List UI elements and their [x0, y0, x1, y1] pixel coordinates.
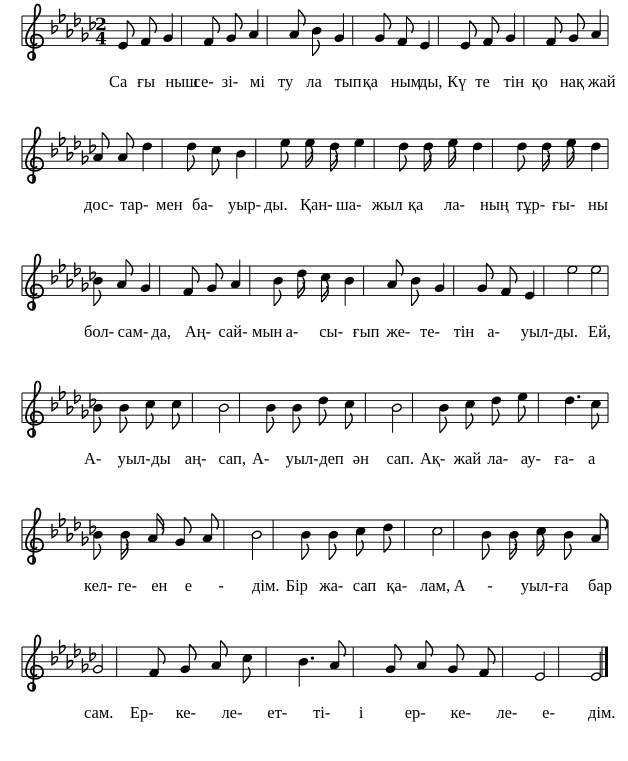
lyric-syllable: ды. [264, 195, 288, 214]
lyric-syllable: Ақ- [420, 449, 446, 468]
lyric-syllable: сы- [319, 322, 344, 341]
lyric-syllable: лам, [420, 576, 451, 595]
lyric-line [0, 72, 628, 94]
lyric-syllable: Са [109, 72, 128, 91]
lyric-syllable: ла [306, 72, 322, 91]
lyric-syllable: же- [386, 322, 411, 341]
lyric-syllable: - [218, 576, 224, 595]
lyric-syllable: жай [453, 449, 482, 468]
lyric-syllable: қа [408, 195, 424, 214]
lyric-syllable: ле- [496, 703, 518, 722]
lyric-syllable: уыл- [520, 576, 554, 595]
lyric-syllable: ды [151, 449, 171, 468]
lyric-syllable: бол- [84, 322, 115, 341]
lyric-syllable: Қан- [300, 195, 333, 214]
lyric-syllable: ға- [554, 449, 574, 468]
lyric-syllable: ны [588, 195, 608, 214]
lyric-syllable: тұр- [516, 195, 546, 214]
lyric-syllable: дім. [252, 576, 280, 595]
lyric-syllable: ла- [444, 195, 466, 214]
lyric-syllable: мі [249, 72, 265, 91]
lyric-syllable: жыл [372, 195, 403, 214]
lyric-syllable: ту [278, 72, 294, 91]
lyric-syllable: те [475, 72, 490, 91]
lyric-syllable: ке- [450, 703, 471, 722]
lyric-syllable: ғы [137, 72, 156, 91]
lyric-syllable: а- [487, 322, 501, 341]
time-signature-denominator: 4 [95, 29, 107, 50]
lyric-syllable: ла- [487, 449, 509, 468]
lyric-syllable: да, [151, 322, 172, 341]
lyric-syllable: бар [588, 576, 612, 595]
lyric-line [0, 322, 628, 344]
lyric-line [0, 195, 628, 217]
lyric-syllable: жай [588, 72, 616, 91]
lyric-syllable: сай- [218, 322, 248, 341]
lyric-syllable: ер- [404, 703, 426, 722]
time-signature-numerator: 2 [95, 14, 107, 35]
lyric-syllable: а [588, 449, 596, 468]
lyric-syllable: е [184, 576, 193, 595]
lyric-syllable: ным [390, 72, 422, 91]
lyric-syllable: ғып [352, 322, 380, 341]
lyric-syllable: ның [480, 195, 509, 214]
lyric-syllable: - [487, 576, 493, 595]
lyric-syllable: қа- [386, 576, 408, 595]
lyric-syllable: Ер- [129, 703, 154, 722]
lyric-line [0, 576, 628, 598]
lyric-syllable: ныш [165, 72, 198, 91]
lyric-syllable: ды, [418, 72, 443, 91]
lyric-syllable: е- [542, 703, 555, 722]
lyric-syllable: Бір [285, 576, 308, 595]
lyric-syllable: ті- [313, 703, 331, 722]
lyric-syllable: қо [531, 72, 548, 91]
lyric-syllable: дос- [84, 195, 114, 214]
lyric-syllable: а- [285, 322, 299, 341]
lyric-syllable: ау- [520, 449, 542, 468]
lyric-syllable: се- [193, 72, 214, 91]
lyric-syllable: А- [252, 449, 270, 468]
lyric-line [0, 449, 628, 471]
lyric-syllable: аң- [184, 449, 207, 468]
lyric-syllable: уыл- [520, 322, 554, 341]
lyric-syllable: сам- [117, 322, 149, 341]
lyric-syllable: мен [156, 195, 183, 214]
lyric-syllable: сам. [84, 703, 114, 722]
lyric-syllable: Ей, [588, 322, 612, 341]
lyric-syllable: ды. [554, 322, 578, 341]
lyric-syllable: мын [252, 322, 283, 341]
lyric-syllable: кел- [84, 576, 113, 595]
lyric-syllable: қа [362, 72, 378, 91]
lyric-syllable: ша- [336, 195, 362, 214]
lyric-syllable: ға [554, 576, 569, 595]
lyric-line [0, 703, 628, 725]
lyric-syllable: ән [352, 449, 369, 468]
lyric-syllable: тін [503, 72, 525, 91]
lyric-syllable: ен [151, 576, 168, 595]
lyric-syllable: тін [453, 322, 475, 341]
lyric-syllable: зі- [221, 72, 239, 91]
lyric-syllable: А- [84, 449, 102, 468]
lyric-syllable: дім. [588, 703, 616, 722]
lyric-syllable: сап, [218, 449, 246, 468]
lyric-syllable: ке- [175, 703, 197, 722]
lyric-syllable: ғы- [552, 195, 576, 214]
lyric-syllable: тар- [120, 195, 149, 214]
lyric-syllable: деп [319, 449, 344, 468]
lyric-syllable: уыл- [117, 449, 151, 468]
lyric-syllable: Аң- [184, 322, 212, 341]
lyric-syllable: сап [352, 576, 377, 595]
lyric-syllable: і [358, 703, 364, 722]
lyric-syllable: Кү [447, 72, 467, 91]
lyric-syllable: ле- [221, 703, 243, 722]
lyric-syllable: сап. [386, 449, 414, 468]
lyric-syllable: уыл- [285, 449, 319, 468]
lyric-syllable: тып [334, 72, 362, 91]
lyric-syllable: ба- [192, 195, 214, 214]
lyric-syllable: уыр- [228, 195, 262, 214]
lyric-syllable: жа- [319, 576, 344, 595]
lyric-syllable: А [453, 576, 466, 595]
lyric-syllable: ге- [117, 576, 137, 595]
lyric-syllable: ет- [267, 703, 288, 722]
lyric-syllable: те- [420, 322, 441, 341]
lyric-syllable: нақ [559, 72, 584, 91]
